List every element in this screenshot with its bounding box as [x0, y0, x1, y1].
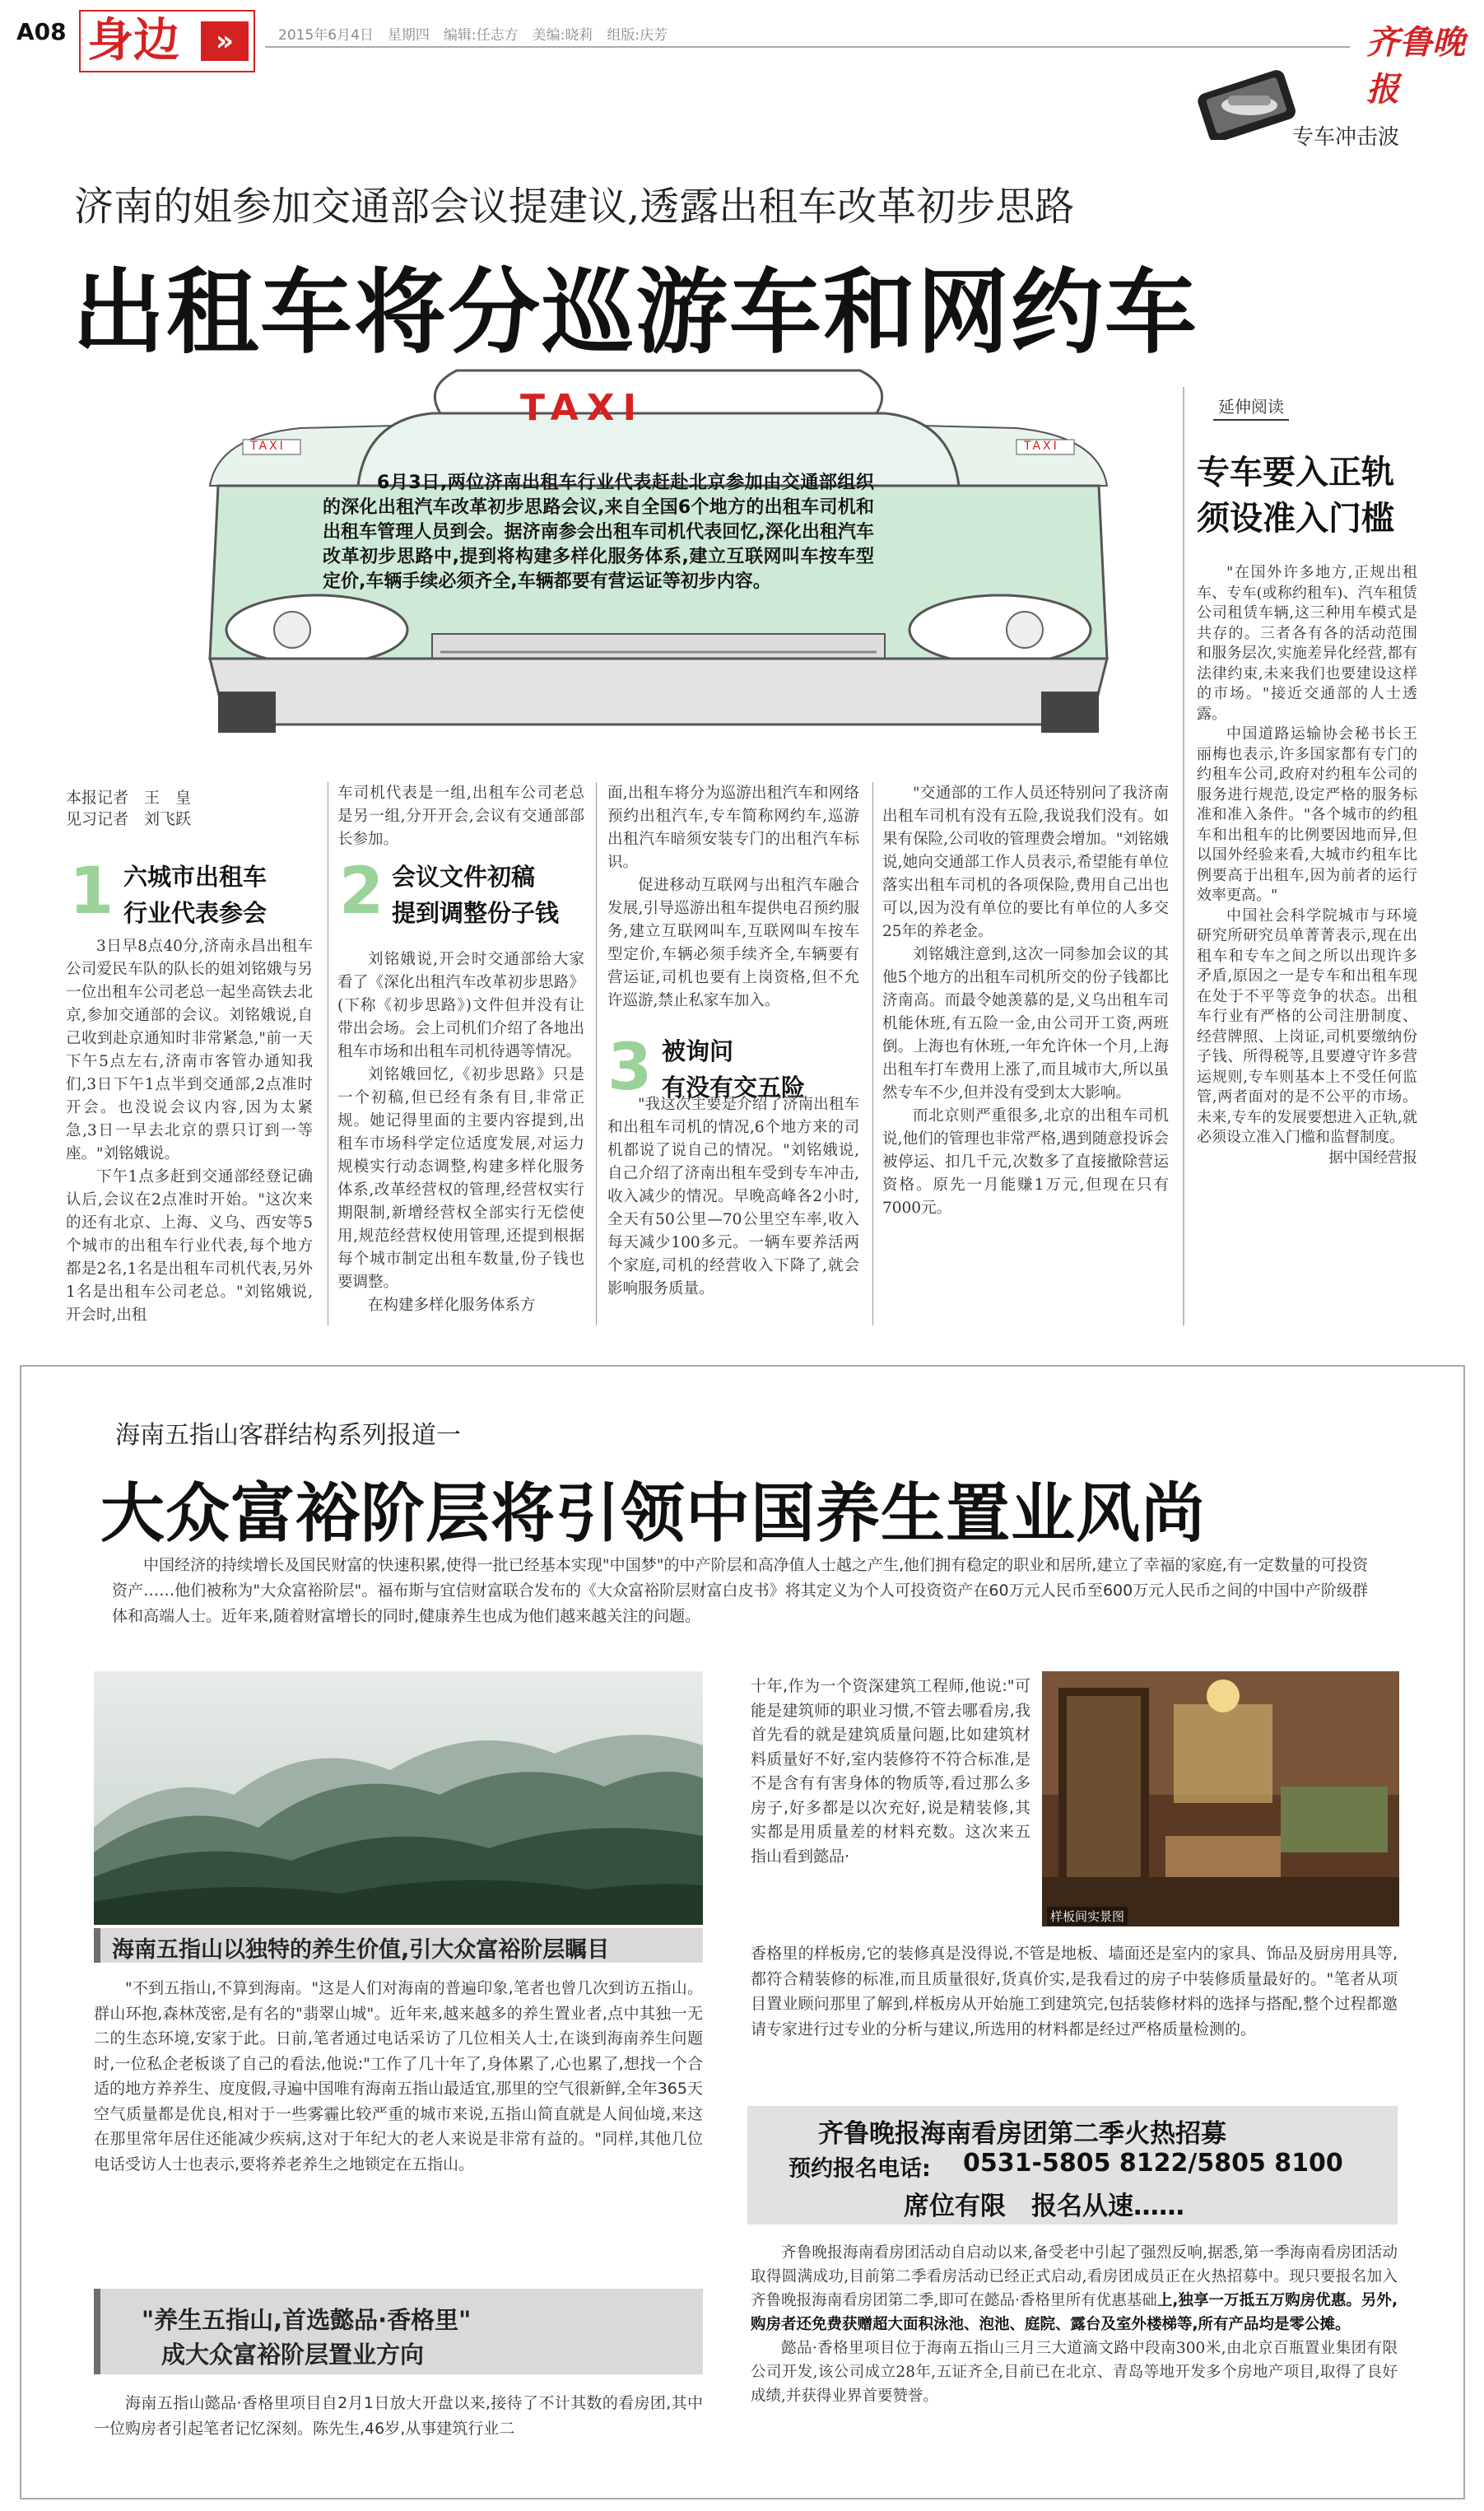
intro-text: 中国经济的持续增长及国民财富的快速积累,使得一批已经基本实现"中国梦"的中产阶层和高净值人士越之产生,他们拥有稳定的职业和居所,建立了幸福的家庭,有一定数量的可投资资产……他们被称为"大众富裕阶层"。福布斯与宜信财富联合发布的《大众富裕阶层财富白皮书》将其定义为个人可投资资产在60万元人民币至600万元人民币之间的中国中产阶级群体和高端人士。近年来,随着财富增长的同时,健康养生也成为他们越来越关注的问题。 [112, 1556, 1368, 1625]
article1-column-1 [66, 935, 313, 1327]
article1-kicker: 济南的姐参加交通部会议提建议,透露出租车改革初步思路 [74, 184, 1075, 230]
article1-column-2 [337, 782, 584, 1317]
ad-body-bold: 上,独享一万抵五万购房优惠。另外,购房者还免费获赠超大面积泳池、泡池、庭院、露台及室外楼梯等,所有产品均是零公摊。 [751, 2292, 1398, 2333]
taxi-side-sign-right: TAXI [1024, 440, 1059, 453]
article2-headline: 大众富裕阶层将引领中国养生置业风尚 [100, 1477, 1207, 1551]
col3-para-3: "我这次主要是介绍了济南出租车和出租车司机的情况,6个地方来的司机都说了说自己的情况。"刘铭娥说,自己介绍了济南出租车受到专车冲击,收入减少的情况。早晚高峰各2小时,全天有50公里—70公里空车率,收入每天减少100多元。一辆车要养活两个家庭,司机的经营收入下降了,就会影响服务质量。 [607, 1096, 859, 1297]
byline-trainee: 见习记者 刘飞跃 [66, 810, 192, 828]
section-1-title-2: 行业代表参会 [123, 899, 267, 927]
article2-left-body-2 [94, 2391, 703, 2442]
article2-ad-body [751, 2241, 1398, 2408]
article1-column-4 [882, 782, 1169, 1220]
photo-caption: 样板间实景图 [1047, 1907, 1128, 1926]
col3-para-2: 促进移动互联网与出租汽车融合发展,引导巡游出租车提供电召预约服务,建立互联网叫车,互联网叫车按车型定价,车辆必须手续齐全,车辆要有营运证,司机也要有上岗资格,但不允许巡游,禁止私家车加入。 [607, 877, 859, 1009]
section-2-number: 2 [339, 855, 384, 929]
article1-headline: 出租车将分巡游车和网约车 [72, 259, 1198, 366]
lead-text: 6月3日,两位济南出租车行业代表赶赴北京参加由交通部组织的深化出租汽车改革初步思路会议,来自全国6个地方的出租车司机和出租车管理人员到会。据济南参会出租车司机代表回忆,深化出租汽车改革初步思路中,提到将构建多样化服务体系,建立互联网叫车按车型定价,车辆手续必须齐全,车辆都要有营运证等初步内容。 [323, 473, 874, 592]
sidebar-para-2: 中国道路运输协会秘书长王丽梅也表示,许多国家都有专门的约租车公司,政府对约租车公司的服务进行规范,设定严格的服务标准和准入条件。"各个城市的约租车和出租车的比例要因地而异,但以国外经验来看,大城市约租车比例要高于出租车,因为前者的运行效率更高。" [1197, 725, 1417, 904]
ad-seats: 席位有限 报名从速…… [904, 2192, 1184, 2221]
section-name: 身边 [87, 13, 179, 68]
ad-body-2: 懿品·香格里项目位于海南五指山三月三大道滴文路中段南300米,由北京百瓶置业集团有限公司开发,该公司成立28年,五证齐全,目前已在北京、青岛等地开发多个房地产项目,取得了良好成绩,并获得业界首要赞誉。 [751, 2340, 1398, 2405]
sidebar-title-1: 专车要入正轨 [1197, 454, 1394, 491]
section-1-number: 1 [69, 855, 114, 929]
page-number: A08 [16, 18, 67, 45]
taxi-side-sign-left: TAXI [250, 440, 286, 453]
right-full-text: 香格里的样板房,它的装修真是没得说,不管是地板、墙面还是室内的家具、饰品及厨房用具等,都符合精装修的标准,而且质量很好,货真价实,是我看过的房子中装修质量最好的。"笔者从项目置业顾问那里了解到,样板房从开始施工到建筑完,包括装修材料的选择与搭配,整个过程都邀请专家进行过专业的分析与建议,所选用的材料都是经过严格质量检测的。 [751, 1945, 1398, 2038]
ad-phone: 0531-5805 8122/5805 8100 [963, 2149, 1343, 2178]
article2-left-body [94, 1976, 703, 2177]
col3-para-1: 面,出租车将分为巡游出租汽车和网络预约出租汽车,专车简称网约车,巡游出租汽车暗须安装专门的出租汽车标识。 [607, 785, 859, 871]
col2-para-1: 车司机代表是一组,出租车公司老总是另一组,分开开会,会议有交通部部长参加。 [337, 785, 584, 848]
sidebar-source: 据中国经营报 [1328, 1148, 1417, 1167]
sidebar-para-1: "在国外许多地方,正规出租车、专车(或称约租车)、汽车租赁公司租赁车辆,这三种用车模式是共存的。三者各有各的活动范围和服务层次,实施差异化经营,都有法律约束,未来我们也要建设这样的市场。"接近交通部的人士透露。 [1197, 564, 1417, 723]
article2-right-full [751, 1941, 1398, 2042]
col4-para-3: 而北京则严重很多,北京的出租车司机说,他们的管理也非常严格,遇到随意投诉会被停运、扣几千元,次数多了直接撤除营运资格。原先一月能赚1万元,但现在只有7000元。 [882, 1107, 1169, 1217]
ad-body-1-text: 齐鲁晚报海南看房团活动自启动以来,备受老中引起了强烈反响,据悉,第一季海南看房团活动取得圆满成功,目前第二季看房活动已经正式启动,看房团成员正在火热招募中。现只要报名加入齐鲁晚报海南看房团第二季,即可在懿品·香格里所有优惠基础 [751, 2244, 1398, 2309]
article1-lead [323, 471, 874, 594]
section-3-number: 3 [607, 1031, 653, 1105]
col2-para-2: 刘铭娥说,开会时交通部给大家看了《深化出租汽车改革初步思路》(下称《初步思路》)文件但并没有让带出会场。会上司机们介绍了各地出租车市场和出租车司机待遇等情况。 [337, 951, 584, 1060]
section-2-title-2: 提到调整份子钱 [392, 899, 560, 927]
ad-title: 齐鲁晚报海南看房团第二季火热招募 [818, 2119, 1226, 2149]
left-body-2-text: 海南五指山懿品·香格里项目自2月1日放大开盘以来,接待了不计其数的看房团,其中一位购房者引起笔者记忆深刻。陈先生,46岁,从事建筑行业二 [94, 2394, 703, 2438]
ad-phone-label: 预约报名电话: [789, 2156, 931, 2182]
section-1-title-1: 六城市出租车 [123, 863, 267, 891]
issue-meta: 2015年6月4日 星期四 编辑:任志方 美编:晓莉 组版:庆芳 [278, 27, 668, 44]
caption-2b: 成大众富裕阶层置业方向 [161, 2341, 425, 2369]
col4-para-2: 刘铭娥注意到,这次一同参加会议的其他5个地方的出租车司机所交的份子钱都比济南高。而最令她羡慕的是,义乌出租车司机能休班,有五险一金,由公司开工资,两班倒。上海也有休班,一年允许休一个月,上海出租车打车费用上涨了,而且城市大,所以虽然专车不少,但并没有受到太大影响。 [882, 946, 1169, 1102]
brand-logo: 齐鲁晚报 [1366, 23, 1465, 109]
taxi-sign-text: TAXI [520, 387, 644, 429]
col4-para-1: "交通部的工作人员还特别问了我济南出租车司机有没有五险,我说我们没有。如果有保险,公司收的管理费会增加。"刘铭娥说,她向交通部工作人员表示,希望能有单位落实出租车司机的各项保险,费用自己出也可以,因为没有单位的要比有单位的人多交25年的养老金。 [882, 785, 1169, 940]
article2-right-top [751, 1675, 1030, 1869]
left-body-text: "不到五指山,不算到海南。"这是人们对海南的普遍印象,笔者也曾几次到访五指山。群山环抱,森林茂密,是有名的"翡翠山城"。近年来,越来越多的养生置业者,点中其独一无二的生态环境,安家于此。日前,笔者通过电话采访了几位相关人士,在谈到海南养生问题时,一位私企老板谈了自己的看法,他说:"工作了几十年了,身体累了,心也累了,想找一个合适的地方养养生、度度假,寻遍中国唯有海南五指山最适宜,那里的空气很新鲜,全年365天空气质量都是优良,相对于一些雾霾比较严重的城市来说,五指山简直就是人间仙境,来这在那里常年居住还能减少疾病,这对于年纪大的老人来说是非常有益的。"同样,其他几位电话受访人士也表示,要将养老养生之地锁定在五指山。 [94, 1979, 703, 2173]
byline-reporter: 本报记者 王 皇 [66, 789, 192, 807]
sidebar-title-2: 须设准入门槛 [1197, 500, 1394, 538]
section-3-title-1: 被询问 [662, 1037, 734, 1065]
section-3-title-2: 有没有交五险 [662, 1074, 806, 1102]
right-top-text: 十年,作为一个资深建筑工程师,他说:"可能是建筑师的职业习惯,不管去哪看房,我首先看的就是建筑质量问题,比如建筑材料质量好不好,室内装修符不符合标准,是不是含有有害身体的物质等,看过那么多房子,好多都是以次充好,说是精装修,其实都是用质量差的材料充数。这次来五指山看到懿品· [751, 1677, 1030, 1866]
phone-car-icon [1185, 66, 1309, 140]
col2-para-4: 在构建多样化服务体系方 [368, 1297, 536, 1314]
caption-1: 海南五指山以独特的养生价值,引大众富裕阶层瞩目 [112, 1937, 610, 1963]
header-rule [265, 46, 1350, 48]
sidebar-tag: 延伸阅读 [1213, 394, 1289, 421]
col1-para-2: 下午1点多赶到交通部经登记确认后,会议在2点准时开始。"这次来的还有北京、上海、义乌、西安等5个城市的出租车行业代表,每个地方都是2名,1名是出租车司机代表,另外1名是出租车公司老总。"刘铭娥说,开会时,出租 [66, 1168, 313, 1324]
section-2-title-1: 会议文件初稿 [392, 863, 536, 891]
article2-series: 海南五指山客群结构系列报道一 [115, 1421, 461, 1450]
interior-photo [1042, 1671, 1399, 1926]
col1-para-1: 3日早8点40分,济南永昌出租车公司爱民车队的队长的姐刘铭娥与另一位出租车公司老总一起坐高铁去北京,参加交通部的会议。刘铭娥说,自己收到赴京通知时非常紧急,"前一天下午5点左右,济南市客管办通知我们,3日下午1点半到交通部,2点准时开会。也没说会议内容,因为太紧急,3日一早去北京的票只订到一等座。"刘铭娥说。 [66, 938, 313, 1162]
sidebar-body [1197, 563, 1417, 1168]
promo-label: 专车冲击波 [1292, 125, 1400, 150]
forest-photo [94, 1671, 703, 1925]
ad-body-1 [751, 2241, 1398, 2336]
column-rule-2 [596, 782, 597, 1325]
article1-column-3 [607, 782, 859, 1301]
caption-2a: "养生五指山,首选懿品·香格里" [142, 2306, 472, 2334]
column-rule-3 [872, 782, 873, 1325]
col2-para-3: 刘铭娥回忆,《初步思路》只是一个初稿,但已经有条有目,非常正规。她记得里面的主要内容提到,出租车市场科学定位适度发展,对运力规模实行动态调整,构建多样化服务体系,改革经营权的管理,经营权实行期限制,新增经营权全部实行无偿使用,规范经营权使用管理,还提到根据每个城市制定出租车数量,份子钱也要调整。 [337, 1066, 584, 1291]
chevron-right-icon: » [201, 21, 249, 61]
page-header [0, 0, 1484, 150]
sidebar-para-3: 中国社会科学院城市与环境研究所研究员单菁菁表示,现在出租车和专车之间之所以出现许多矛盾,原因之一是专车和出租车现在处于不平等竞争的状态。出租车行业有严格的公司注册制度、经营牌照、上岗证,司机要缴纳份子钱、所得税等,且要遵守许多营运规则,专车则基本上不受任何监管,两者面对的是不公平的市场。未来,专车的发展要想进入正轨,就必须设立准入门槛和监督制度。 [1197, 906, 1417, 1146]
sidebar-divider [1183, 387, 1184, 1325]
article2-intro [112, 1553, 1368, 1629]
